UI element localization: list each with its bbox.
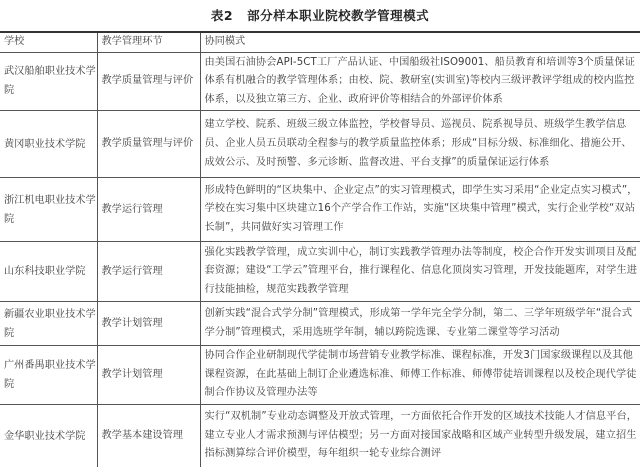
stage-cell: 教学质量管理与评价: [97, 111, 200, 178]
mode-cell: 形成特色鲜明的“区块集中、企业定点”的实习管理模式，即学生实习采用“企业定点实习模式”，学校在实习集中区块建立16个产学合作工作站，实施“区块集中管理”模式，实行企业学校“双站长制”，共同做好实习管理工作: [200, 178, 640, 242]
mode-cell: 由美国石油协会API-5CT工厂产品认证、中国船级社ISO9001、船员教育和培训等3个质量保证体系有机融合的教学管理体系；由校、院、教研室(实训室)等校内三级评教评学组成的校内监控体系，以及独立第三方、企业、政府评价等相结合的外部评价体系: [200, 52, 640, 111]
header-mode: 协同模式: [200, 32, 640, 52]
header-stage: 教学管理环节: [97, 32, 200, 52]
stage-cell: 教学运行管理: [97, 178, 200, 242]
stage-cell: 教学运行管理: [97, 242, 200, 302]
mode-cell: 强化实践教学管理，成立实训中心，制订实践教学管理办法等制度，校企合作开发实训项目及配套资源；建设“工学云”管理平台，推行课程化、信息化顶岗实习管理，开发技能题库，对学生进行技能抽检，规范实践教学管理: [200, 242, 640, 302]
mode-cell: 建立学校、院系、班级三级立体监控，学校督导员、巡视员、院系视导员、班级学生教学信息员、企业人员五员联动全程参与的教学质量监控体系；形成“目标分级、标准细化、措施公开、成效公示、及时预警、多元诊断、监督改进、平台支撑”的质量保证运行体系: [200, 111, 640, 178]
table-row: [0, 52, 640, 111]
stage-cell: 教学质量管理与评价: [97, 52, 200, 111]
table-caption: [0, 6, 640, 24]
header-school: 学校: [0, 32, 97, 52]
table-row: [0, 242, 640, 302]
teaching-management-table: [0, 31, 640, 467]
school-cell: 黄冈职业技术学院: [0, 111, 97, 178]
school-cell: 武汉船舶职业技术学院: [0, 52, 97, 111]
school-cell: 浙江机电职业技术学院: [0, 178, 97, 242]
school-cell: 山东科技职业学院: [0, 242, 97, 302]
school-cell: 广州番禺职业技术学院: [0, 346, 97, 405]
header-row: [0, 32, 640, 52]
mode-cell: 实行“双机制”专业动态调整及开放式管理，一方面依托合作开发的区域技术技能人才信息平台，建立专业人才需求预测与评估模型；另一方面对接国家战略和区域产业转型升级发展，建立招生指标测算综合评价模型，每年组织一轮专业综合测评: [204, 411, 638, 460]
stage-cell: 教学基本建设管理: [97, 405, 200, 467]
table-row: [0, 111, 640, 178]
mode-cell: 协同合作企业研制现代学徒制市场营销专业教学标准、课程标准，开发3门国家级课程以及其他课程资源，在此基础上制订企业遴选标准、师傅工作标准、师傅带徒培训课程以及校企现代学徒制合作协议及管理办法等: [200, 346, 640, 405]
school-cell: 新疆农业职业技术学院: [0, 302, 97, 346]
table-row: [0, 346, 640, 405]
stage-cell: 教学计划管理: [97, 346, 200, 405]
table-row: [0, 302, 640, 346]
table-row: [0, 405, 640, 467]
table-number: 表2: [210, 8, 234, 23]
mode-cell: 创新实践“混合式学分制”管理模式，形成第一学年完全学分制，第二、三学年班级学年“混合式学分制”管理模式，采用选班学年制，辅以跨院选课、专业第二课堂等学习活动: [200, 302, 640, 346]
table-title: 部分样本职业院校教学管理模式: [247, 8, 430, 23]
school-cell: 金华职业技术学院: [4, 430, 86, 442]
stage-cell: 教学计划管理: [97, 302, 200, 346]
table-row: [0, 178, 640, 242]
